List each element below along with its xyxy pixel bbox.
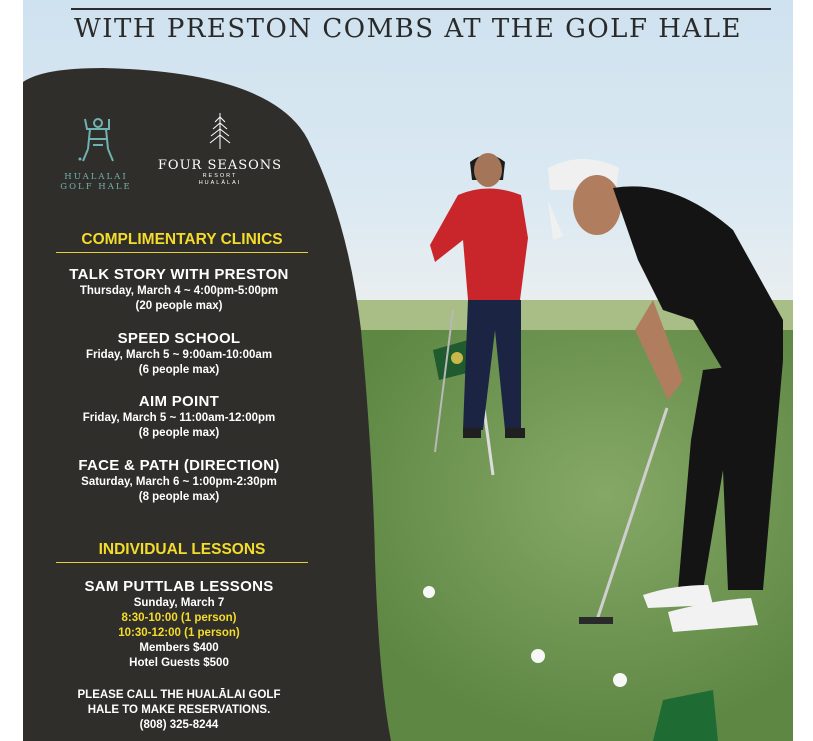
reservation-line2: HALE TO MAKE RESERVATIONS. [87,704,271,716]
four-seasons-line1: RESORT [202,173,238,179]
phone-number[interactable]: (808) 325-8244 [139,719,219,731]
golf-ball [423,586,435,598]
hualalai-logo [51,115,141,192]
poster [23,0,793,741]
lesson-slot: 10:30-12:00 (1 person) [118,627,240,639]
lesson-date: Sunday, March 7 [133,597,225,609]
clinic-name: SPEED SCHOOL [117,330,241,347]
clinic-capacity: (20 people max) [135,300,223,312]
four-seasons-name: FOUR SEASONS [157,158,283,173]
logo-row [23,105,303,200]
golfer-figure [548,159,783,632]
lesson-name: SAM PUTTLAB LESSONS [84,578,274,595]
lesson-price-guests: Hotel Guests $500 [129,657,229,669]
coach-figure [430,153,535,452]
clinic-name: FACE & PATH (DIRECTION) [78,457,280,474]
complimentary-clinics-heading: COMPLIMENTARY CLINICS [56,231,308,253]
hualalai-logo-line1: HUALALAI [64,172,128,182]
page-title: WITH PRESTON COMBS AT THE GOLF HALE [74,14,742,44]
clinic-name: TALK STORY WITH PRESTON [69,266,289,283]
clinic-capacity: (6 people max) [138,364,220,376]
clinic-item [45,457,313,505]
four-seasons-line2: HUALĀLAI [198,180,242,186]
clinic-item [45,266,313,314]
reservation-line1: PLEASE CALL THE HUALĀLAI GOLF [77,689,281,701]
clinic-item [45,330,313,378]
clinic-time: Thursday, March 4 ~ 4:00pm-5:00pm [79,285,279,297]
individual-lessons-heading: INDIVIDUAL LESSONS [56,541,308,563]
lesson-price-members: Members $400 [139,642,219,654]
golf-ball [531,649,545,663]
clinic-time: Friday, March 5 ~ 9:00am-10:00am [85,349,273,361]
hualalai-logo-line2: GOLF HALE [60,182,132,192]
clinic-capacity: (8 people max) [138,491,220,503]
clinic-time: Saturday, March 6 ~ 1:00pm-2:30pm [81,476,277,488]
clinic-item [45,393,313,441]
flag-icon [653,690,718,741]
four-seasons-logo [155,111,285,187]
clinic-capacity: (8 people max) [138,427,220,439]
lesson-item [45,578,313,671]
tree-icon [205,111,235,151]
golf-ball [613,673,627,687]
petroglyph-golfer-icon [71,115,121,167]
clinic-time: Friday, March 5 ~ 11:00am-12:00pm [82,412,276,424]
lesson-slot: 8:30-10:00 (1 person) [121,612,237,624]
clinic-name: AIM POINT [138,393,220,410]
reservation-note [45,688,313,733]
